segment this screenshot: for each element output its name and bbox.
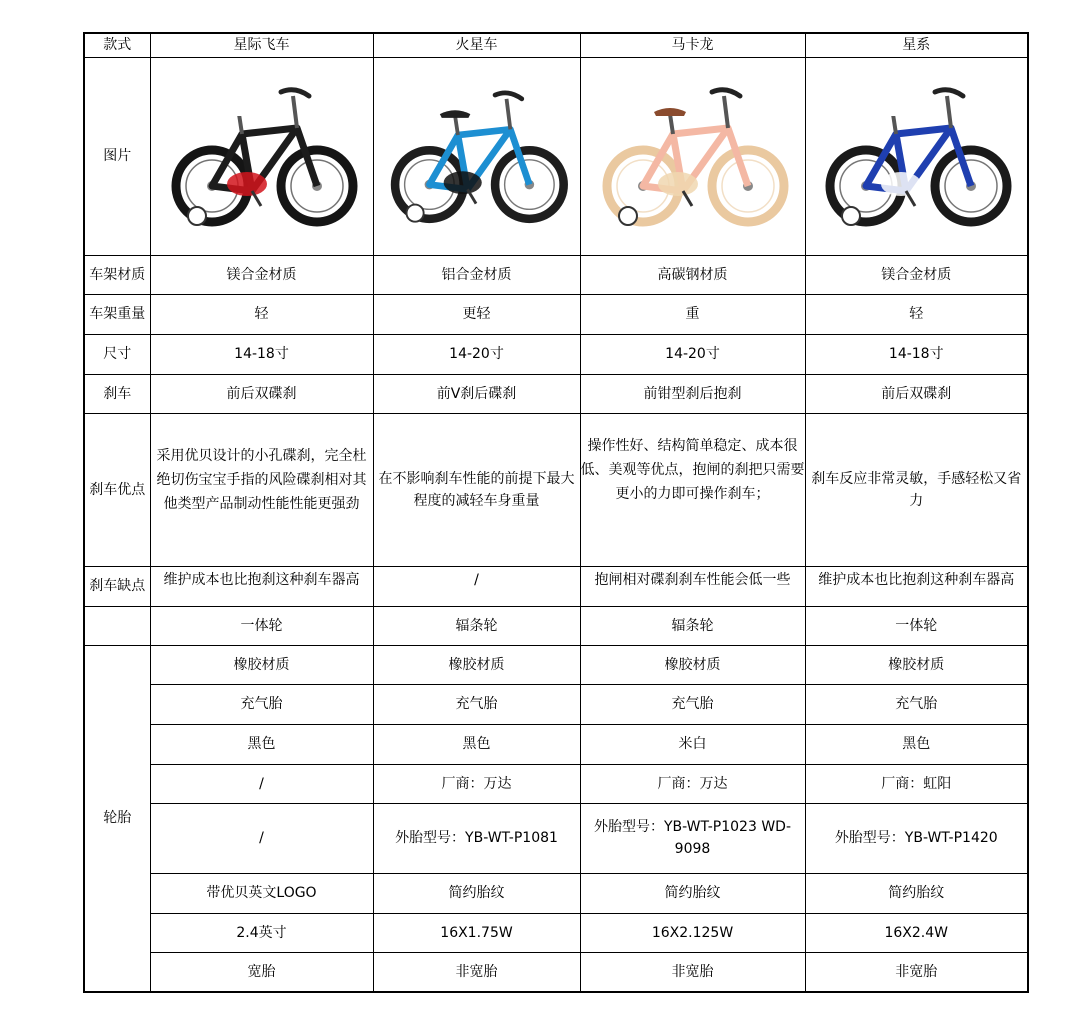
bike-photo (805, 57, 1028, 255)
bike-photo (150, 57, 373, 255)
cell: 米白 (580, 724, 805, 764)
cell: 操作性好、结构简单稳定、成本很低、美观等优点，抱闸的刹把只需要更小的力即可操作刹车； (580, 413, 805, 566)
chain-guard (443, 171, 481, 194)
cell: 一体轮 (150, 606, 373, 645)
cell (580, 566, 805, 606)
seat-post (893, 114, 896, 134)
brake-pros-row (84, 413, 1028, 566)
cell: 更轻 (373, 294, 580, 334)
model-name: 星际飞车 (150, 33, 373, 57)
row-label: 刹车 (84, 374, 150, 413)
cell: 充气胎 (805, 684, 1028, 724)
header-label: 款式 (84, 33, 150, 57)
model-name: 马卡龙 (580, 33, 805, 57)
cell: 充气胎 (580, 684, 805, 724)
cell: 橡胶材质 (150, 645, 373, 684)
cell: 黑色 (150, 724, 373, 764)
image-row (84, 57, 1028, 255)
model-name: 火星车 (373, 33, 580, 57)
cell: 采用优贝设计的小孔碟刹，完全杜绝切伤宝宝手指的风险碟刹相对其他类型产品制动性能性能更强劲 (150, 413, 373, 566)
cell: 非宽胎 (805, 952, 1028, 992)
bike-image (811, 66, 1021, 246)
bike-photo (580, 57, 805, 255)
row-label: 刹车缺点 (84, 566, 150, 606)
cell: / (150, 764, 373, 803)
cell (373, 566, 580, 606)
cell: 充气胎 (373, 684, 580, 724)
brake-row (84, 374, 1028, 413)
cell: 外胎型号：YB-WT-P1081 (373, 803, 580, 873)
bike-comparison-table (83, 32, 1029, 993)
row-label: 尺寸 (84, 334, 150, 374)
bike-photo (373, 57, 580, 255)
row-label: 轮胎 (84, 645, 150, 992)
cell: 铝合金材质 (373, 255, 580, 294)
cell: 简约胎纹 (805, 873, 1028, 913)
cell: 14-20寸 (373, 334, 580, 374)
header-row (84, 33, 1028, 57)
handlebar (712, 90, 740, 96)
cell: 16X1.75W (373, 913, 580, 952)
cell: 16X2.4W (805, 913, 1028, 952)
seat (654, 108, 686, 116)
cell: 前V刹后碟刹 (373, 374, 580, 413)
cell: 轻 (150, 294, 373, 334)
training-wheel (619, 207, 637, 225)
tire-row (84, 684, 1028, 724)
tire-row (84, 803, 1028, 873)
cell: 辐条轮 (580, 606, 805, 645)
row-label (84, 606, 150, 645)
tire-row (84, 645, 1028, 684)
cell: 简约胎纹 (580, 873, 805, 913)
cell: 一体轮 (805, 606, 1028, 645)
cell: 橡胶材质 (373, 645, 580, 684)
brake-cons-row (84, 566, 1028, 606)
chain-guard (658, 172, 698, 196)
cell: 黑色 (805, 724, 1028, 764)
cell: 黑色 (373, 724, 580, 764)
cell: 重 (580, 294, 805, 334)
frame-material-row (84, 255, 1028, 294)
seat-post (455, 116, 458, 135)
training-wheel (842, 207, 860, 225)
seat (439, 110, 469, 118)
tire-row (84, 913, 1028, 952)
cell: 高碳钢材质 (580, 255, 805, 294)
bike-image (157, 66, 367, 246)
row-label: 车架重量 (84, 294, 150, 334)
training-wheel (406, 205, 423, 222)
cell: 厂商：万达 (373, 764, 580, 803)
model-name: 星系 (805, 33, 1028, 57)
cell: 轻 (805, 294, 1028, 334)
cell-text: / (474, 571, 479, 588)
seat-post (670, 114, 673, 134)
cell-text: 维护成本也比抱刹这种刹车器高 (818, 571, 1015, 588)
cell: 辐条轮 (373, 606, 580, 645)
cell (150, 566, 373, 606)
cell: 前后双碟刹 (805, 374, 1028, 413)
cell: 14-18寸 (805, 334, 1028, 374)
cell-text: 维护成本也比抱刹这种刹车器高 (163, 571, 360, 588)
seat (877, 108, 909, 116)
chain-guard (227, 172, 267, 196)
handlebar (281, 90, 309, 96)
cell: 14-18寸 (150, 334, 373, 374)
stem (724, 96, 728, 128)
cell: 外胎型号：YB-WT-P1420 (805, 803, 1028, 873)
cell: 刹车反应非常灵敏，手感轻松又省力 (805, 413, 1028, 566)
wheel-type-row (84, 606, 1028, 645)
cell: 前钳型刹后抱刹 (580, 374, 805, 413)
frame-weight-row (84, 294, 1028, 334)
cell-text: 抱闸相对碟刹刹车性能会低一些 (594, 571, 791, 588)
cell: 14-20寸 (580, 334, 805, 374)
row-label: 车架材质 (84, 255, 150, 294)
chain-guard (881, 172, 921, 196)
cell: 简约胎纹 (373, 873, 580, 913)
cell: 2.4英寸 (150, 913, 373, 952)
cell: 非宽胎 (580, 952, 805, 992)
stem (947, 96, 951, 128)
cell: 非宽胎 (373, 952, 580, 992)
cell: 充气胎 (150, 684, 373, 724)
bike-image (377, 66, 577, 246)
bike-image (588, 66, 798, 246)
tire-row (84, 724, 1028, 764)
cell: 镁合金材质 (805, 255, 1028, 294)
cell: 厂商：万达 (580, 764, 805, 803)
seat (223, 108, 255, 116)
cell: 橡胶材质 (805, 645, 1028, 684)
row-label: 刹车优点 (84, 413, 150, 566)
stem (506, 99, 510, 129)
cell: 橡胶材质 (580, 645, 805, 684)
cell: 带优贝英文LOGO (150, 873, 373, 913)
size-row (84, 334, 1028, 374)
cell: / (150, 803, 373, 873)
cell: 在不影响刹车性能的前提下最大程度的减轻车身重量 (373, 413, 580, 566)
training-wheel (188, 207, 206, 225)
row-label: 图片 (84, 57, 150, 255)
tire-row (84, 764, 1028, 803)
stem (293, 96, 297, 128)
tire-row (84, 952, 1028, 992)
cell: 镁合金材质 (150, 255, 373, 294)
handlebar (935, 90, 963, 96)
cell: 宽胎 (150, 952, 373, 992)
seat-post (239, 114, 242, 134)
cell: 16X2.125W (580, 913, 805, 952)
cell (805, 566, 1028, 606)
handlebar (495, 93, 522, 99)
cell: 厂商：虹阳 (805, 764, 1028, 803)
tire-row (84, 873, 1028, 913)
cell: 外胎型号：YB-WT-P1023 WD-9098 (580, 803, 805, 873)
cell: 前后双碟刹 (150, 374, 373, 413)
